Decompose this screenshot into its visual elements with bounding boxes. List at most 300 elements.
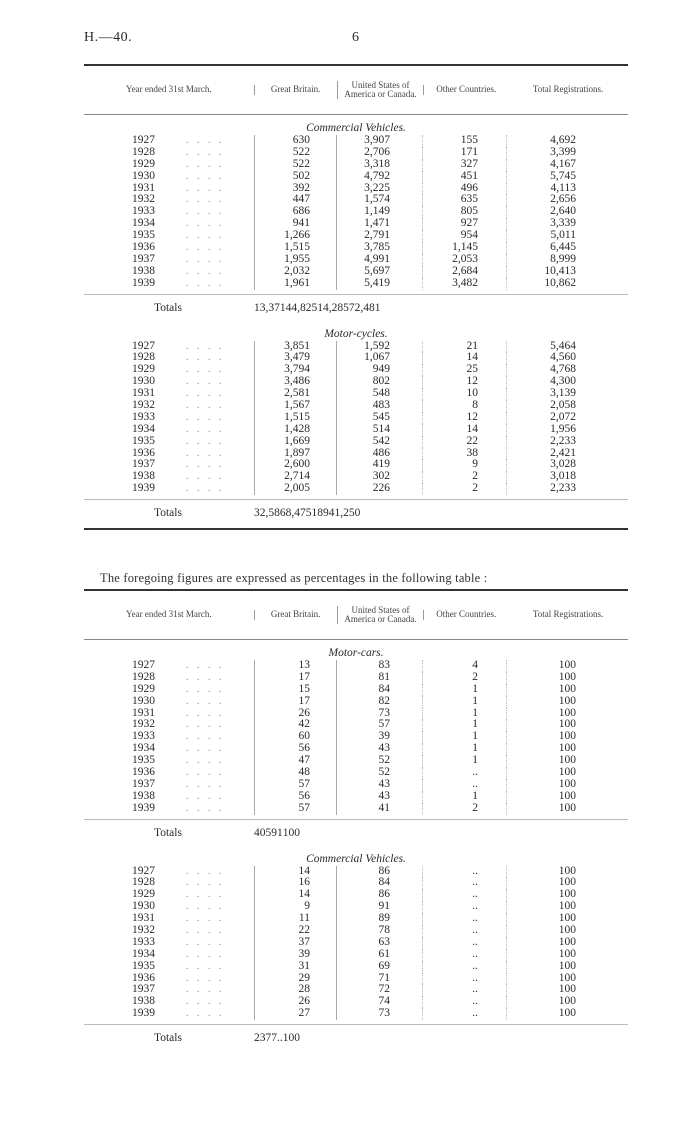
usa-canada-cell: 5,419 [336,278,422,290]
great-britain-cell: 3,479 [254,352,336,364]
total-cell: 2,640 [506,206,626,218]
usa-canada-cell: 226 [336,483,422,495]
table-row [84,159,628,171]
year-cell: 1937 [132,983,155,996]
great-britain-cell: 14 [254,866,336,878]
great-britain-cell: 9 [254,901,336,913]
usa-canada-cell: 1,067 [336,352,422,364]
great-britain-cell: 57 [254,803,336,815]
year-cell: 1939 [132,1007,155,1020]
table-row [84,767,628,779]
col-total-registrations: Total Registrations. [532,609,604,620]
great-britain-cell: 2,032 [254,266,336,278]
usa-canada-cell: 72 [336,984,422,996]
leader-dots: . . . . [186,242,225,254]
total-cell: 2,233 [506,483,626,495]
table-row [84,684,628,696]
usa-canada-cell: 545 [336,412,422,424]
other-countries-total: 189 [311,507,329,520]
total-cell: 2,058 [506,400,626,412]
totals-row [84,1024,628,1051]
total-cell: 5,011 [506,230,626,242]
usa-canada-cell: 1,471 [336,218,422,230]
leader-dots: . . . . [186,364,225,376]
year-cell: 1929 [132,363,155,376]
total-cell: 100 [506,949,626,961]
other-countries-cell: 805 [422,206,506,218]
table-body [84,121,628,526]
other-countries-cell: 927 [422,218,506,230]
other-countries-cell: 451 [422,171,506,183]
table-row [84,925,628,937]
great-britain-cell: 17 [254,672,336,684]
great-britain-cell: 14 [254,889,336,901]
leader-dots: . . . . [186,411,225,423]
table-row [84,448,628,460]
section-title: Commercial Vehicles. [306,852,406,865]
totals-label: Totals [154,507,182,520]
usa-canada-cell: 1,592 [336,341,422,353]
great-britain-cell: 2,714 [254,471,336,483]
year-cell: 1938 [132,789,155,802]
other-countries-total: .. [277,1032,283,1045]
other-countries-cell: 496 [422,183,506,195]
totals-label: Totals [154,301,182,314]
other-countries-cell: .. [422,767,506,779]
document-reference: H.—40. [84,30,133,45]
other-countries-cell: .. [422,973,506,985]
total-cell: 100 [506,803,626,815]
leader-dots: . . . . [186,901,225,913]
registrations-total: 72,481 [348,301,381,314]
table-row [84,376,628,388]
usa-canada-cell: 949 [336,364,422,376]
total-cell: 100 [506,901,626,913]
leader-dots: . . . . [186,790,225,802]
usa-canada-total: 8,475 [285,507,312,520]
year-cell: 1928 [132,876,155,889]
great-britain-cell: 1,955 [254,254,336,266]
leader-dots: . . . . [186,865,225,877]
table-row [84,364,628,376]
year-cell: 1937 [132,777,155,790]
great-britain-cell: 28 [254,984,336,996]
table-row [84,660,628,672]
great-britain-cell: 17 [254,696,336,708]
other-countries-cell: 954 [422,230,506,242]
great-britain-cell: 16 [254,877,336,889]
year-cell: 1938 [132,995,155,1008]
column-header-row [84,591,628,640]
year-cell: 1927 [132,864,155,877]
table-row [84,755,628,767]
year-cell: 1939 [132,276,155,289]
usa-canada-cell: 486 [336,448,422,460]
total-cell: 2,233 [506,436,626,448]
usa-canada-cell: 302 [336,471,422,483]
table-row [84,412,628,424]
year-cell: 1930 [132,375,155,388]
leader-dots: . . . . [186,230,225,242]
year-cell: 1927 [132,659,155,671]
total-cell: 4,167 [506,159,626,171]
year-cell: 1936 [132,241,155,254]
usa-canada-cell: 43 [336,743,422,755]
usa-canada-cell: 73 [336,708,422,720]
usa-canada-cell: 91 [336,901,422,913]
total-cell: 4,113 [506,183,626,195]
leader-dots: . . . . [186,388,225,400]
year-cell: 1938 [132,264,155,277]
year-cell: 1936 [132,446,155,459]
table-row [84,961,628,973]
total-cell: 100 [506,996,626,1008]
other-countries-cell: 38 [422,448,506,460]
other-countries-cell: .. [422,961,506,973]
year-cell: 1933 [132,935,155,948]
other-countries-cell: 9 [422,459,506,471]
other-countries-cell: 1 [422,743,506,755]
other-countries-cell: 327 [422,159,506,171]
great-britain-cell: 27 [254,1008,336,1020]
other-countries-cell: 2,684 [422,266,506,278]
other-countries-cell: .. [422,866,506,878]
other-countries-cell: 10 [422,388,506,400]
year-cell: 1932 [132,193,155,206]
table-row [84,436,628,448]
table-row [84,194,628,206]
usa-canada-cell: 82 [336,696,422,708]
total-cell: 100 [506,684,626,696]
table-row [84,424,628,436]
table-row [84,341,628,353]
year-cell: 1934 [132,217,155,230]
other-countries-cell: 8 [422,400,506,412]
total-cell: 100 [506,708,626,720]
total-cell: 10,862 [506,278,626,290]
usa-canada-cell: 74 [336,996,422,1008]
table-row [84,866,628,878]
leader-dots: . . . . [186,459,225,471]
usa-canada-cell: 3,907 [336,135,422,147]
totals-label: Totals [154,1032,182,1045]
year-cell: 1932 [132,924,155,937]
table-row [84,913,628,925]
usa-canada-cell: 802 [336,376,422,388]
other-countries-cell: .. [422,779,506,791]
usa-canada-cell: 61 [336,949,422,961]
year-cell: 1929 [132,888,155,901]
table-row [84,791,628,803]
year-cell: 1930 [132,900,155,913]
leader-dots: . . . . [186,253,225,265]
leader-dots: . . . . [186,423,225,435]
usa-canada-cell: 542 [336,436,422,448]
year-cell: 1935 [132,229,155,242]
leader-dots: . . . . [186,135,225,146]
leader-dots: . . . . [186,1008,225,1020]
usa-canada-cell: 41 [336,803,422,815]
usa-canada-cell: 63 [336,937,422,949]
other-countries-cell: 14 [422,424,506,436]
leader-dots: . . . . [186,146,225,158]
total-cell: 100 [506,719,626,731]
table-row [84,889,628,901]
year-cell: 1937 [132,252,155,265]
leader-dots: . . . . [186,984,225,996]
other-countries-cell: 171 [422,147,506,159]
other-countries-cell: 1 [422,719,506,731]
other-countries-total: 14,285 [317,301,349,314]
year-cell: 1931 [132,387,155,400]
leader-dots: . . . . [186,778,225,790]
usa-canada-cell: 52 [336,755,422,767]
other-countries-cell: 21 [422,341,506,353]
leader-dots: . . . . [186,435,225,447]
other-countries-cell: 25 [422,364,506,376]
great-britain-cell: 37 [254,937,336,949]
total-cell: 4,300 [506,376,626,388]
other-countries-cell: 12 [422,376,506,388]
total-cell: 100 [506,925,626,937]
totals-label: Totals [154,826,182,839]
year-cell: 1939 [132,482,155,495]
great-britain-cell: 60 [254,731,336,743]
table-row [84,483,628,495]
total-cell: 3,028 [506,459,626,471]
registrations-total: 100 [282,1032,300,1045]
year-cell: 1931 [132,912,155,925]
total-cell: 4,768 [506,364,626,376]
total-cell: 100 [506,696,626,708]
leader-dots: . . . . [186,158,225,170]
page-number: 6 [352,30,359,45]
percentage-note: The foregoing figures are expressed as percentages in the following table : [100,571,488,585]
col-year: Year ended 31st March. [126,84,212,95]
col-year: Year ended 31st March. [126,609,212,620]
year-cell: 1938 [132,470,155,483]
table-row [84,719,628,731]
leader-dots: . . . . [186,913,225,925]
usa-canada-cell: 69 [336,961,422,973]
usa-canada-cell: 514 [336,424,422,436]
total-cell: 100 [506,889,626,901]
year-cell: 1933 [132,205,155,218]
total-cell: 100 [506,779,626,791]
great-britain-cell: 26 [254,996,336,1008]
usa-canada-total: 59 [265,826,277,839]
total-cell: 100 [506,731,626,743]
usa-canada-cell: 73 [336,1008,422,1020]
leader-dots: . . . . [186,996,225,1008]
table-row [84,266,628,278]
total-cell: 2,072 [506,412,626,424]
usa-canada-cell: 52 [336,767,422,779]
usa-canada-cell: 43 [336,791,422,803]
great-britain-cell: 56 [254,791,336,803]
table-row [84,984,628,996]
usa-canada-cell: 5,697 [336,266,422,278]
leader-dots: . . . . [186,400,225,412]
great-britain-cell: 3,486 [254,376,336,388]
great-britain-cell: 447 [254,194,336,206]
leader-dots: . . . . [186,352,225,364]
great-britain-total: 40 [254,826,266,839]
year-cell: 1934 [132,742,155,755]
table-row [84,135,628,147]
section-title: Commercial Vehicles. [306,122,406,134]
table-row [84,937,628,949]
year-cell: 1934 [132,947,155,960]
great-britain-cell: 1,266 [254,230,336,242]
usa-canada-cell: 39 [336,731,422,743]
col-other-countries: Other Countries. [423,85,508,94]
total-cell: 3,339 [506,218,626,230]
total-cell: 5,464 [506,341,626,353]
great-britain-cell: 15 [254,684,336,696]
registrations-total: 41,250 [328,507,361,520]
year-cell: 1935 [132,754,155,767]
great-britain-total: 32,586 [254,507,286,520]
usa-canada-cell: 81 [336,672,422,684]
table-row [84,459,628,471]
other-countries-cell: .. [422,984,506,996]
great-britain-cell: 13 [254,660,336,672]
other-countries-cell: 1 [422,708,506,720]
registrations-table [84,64,628,530]
table-row [84,708,628,720]
other-countries-cell: .. [422,913,506,925]
table-row [84,973,628,985]
other-countries-cell: 1 [422,731,506,743]
table-row [84,254,628,266]
usa-canada-cell: 57 [336,719,422,731]
totals-row [84,819,628,846]
usa-canada-cell: 1,149 [336,206,422,218]
leader-dots: . . . . [186,743,225,755]
great-britain-cell: 2,600 [254,459,336,471]
table-row [84,471,628,483]
total-cell: 100 [506,877,626,889]
usa-canada-cell: 3,225 [336,183,422,195]
great-britain-cell: 29 [254,973,336,985]
usa-canada-cell: 2,791 [336,230,422,242]
total-cell: 8,999 [506,254,626,266]
other-countries-cell: 14 [422,352,506,364]
great-britain-cell: 1,515 [254,242,336,254]
year-cell: 1936 [132,766,155,779]
year-cell: 1931 [132,706,155,719]
table-row [84,743,628,755]
total-cell: 100 [506,913,626,925]
other-countries-cell: .. [422,889,506,901]
total-cell: 100 [506,961,626,973]
leader-dots: . . . . [186,340,225,352]
total-cell: 6,445 [506,242,626,254]
table-row [84,877,628,889]
total-cell: 100 [506,937,626,949]
total-cell: 2,656 [506,194,626,206]
year-cell: 1934 [132,422,155,435]
other-countries-cell: .. [422,949,506,961]
total-cell: 10,413 [506,266,626,278]
usa-canada-cell: 4,792 [336,171,422,183]
other-countries-cell: 1 [422,684,506,696]
other-countries-total: 1 [277,826,283,839]
table-row [84,400,628,412]
total-cell: 100 [506,660,626,672]
total-cell: 100 [506,767,626,779]
table-row [84,278,628,290]
usa-canada-cell: 548 [336,388,422,400]
great-britain-cell: 392 [254,183,336,195]
total-cell: 2,421 [506,448,626,460]
year-cell: 1933 [132,730,155,743]
table-row [84,230,628,242]
great-britain-total: 13,371 [254,301,286,314]
other-countries-cell: 4 [422,660,506,672]
usa-canada-cell: 419 [336,459,422,471]
table-row [84,779,628,791]
total-cell: 3,139 [506,388,626,400]
usa-canada-cell: 3,318 [336,159,422,171]
other-countries-cell: 1,145 [422,242,506,254]
total-cell: 100 [506,755,626,767]
leader-dots: . . . . [186,182,225,194]
total-cell: 100 [506,1008,626,1020]
other-countries-cell: .. [422,877,506,889]
great-britain-cell: 1,669 [254,436,336,448]
other-countries-cell: .. [422,996,506,1008]
total-cell: 4,692 [506,135,626,147]
other-countries-cell: 1 [422,755,506,767]
table-row [84,352,628,364]
other-countries-cell: .. [422,937,506,949]
col-other-countries: Other Countries. [423,610,508,619]
year-cell: 1929 [132,157,155,170]
leader-dots: . . . . [186,755,225,767]
total-cell: 3,018 [506,471,626,483]
other-countries-cell: 1 [422,791,506,803]
total-cell: 100 [506,984,626,996]
year-cell: 1929 [132,682,155,695]
year-cell: 1927 [132,339,155,352]
year-cell: 1930 [132,169,155,182]
table-row [84,731,628,743]
percentages-table [84,589,628,1051]
other-countries-cell: .. [422,1008,506,1020]
year-cell: 1928 [132,670,155,683]
great-britain-cell: 630 [254,135,336,147]
great-britain-total: 23 [254,1032,266,1045]
usa-canada-cell: 84 [336,877,422,889]
other-countries-cell: 22 [422,436,506,448]
usa-canada-cell: 2,706 [336,147,422,159]
table-row [84,672,628,684]
leader-dots: . . . . [186,936,225,948]
col-great-britain: Great Britain. [254,85,337,94]
leader-dots: . . . . [186,695,225,707]
col-great-britain: Great Britain. [254,610,337,619]
great-britain-cell: 3,794 [254,364,336,376]
other-countries-cell: 635 [422,194,506,206]
leader-dots: . . . . [186,660,225,671]
great-britain-cell: 1,515 [254,412,336,424]
other-countries-cell: 3,482 [422,278,506,290]
year-cell: 1927 [132,134,155,146]
leader-dots: . . . . [186,719,225,731]
great-britain-cell: 48 [254,767,336,779]
